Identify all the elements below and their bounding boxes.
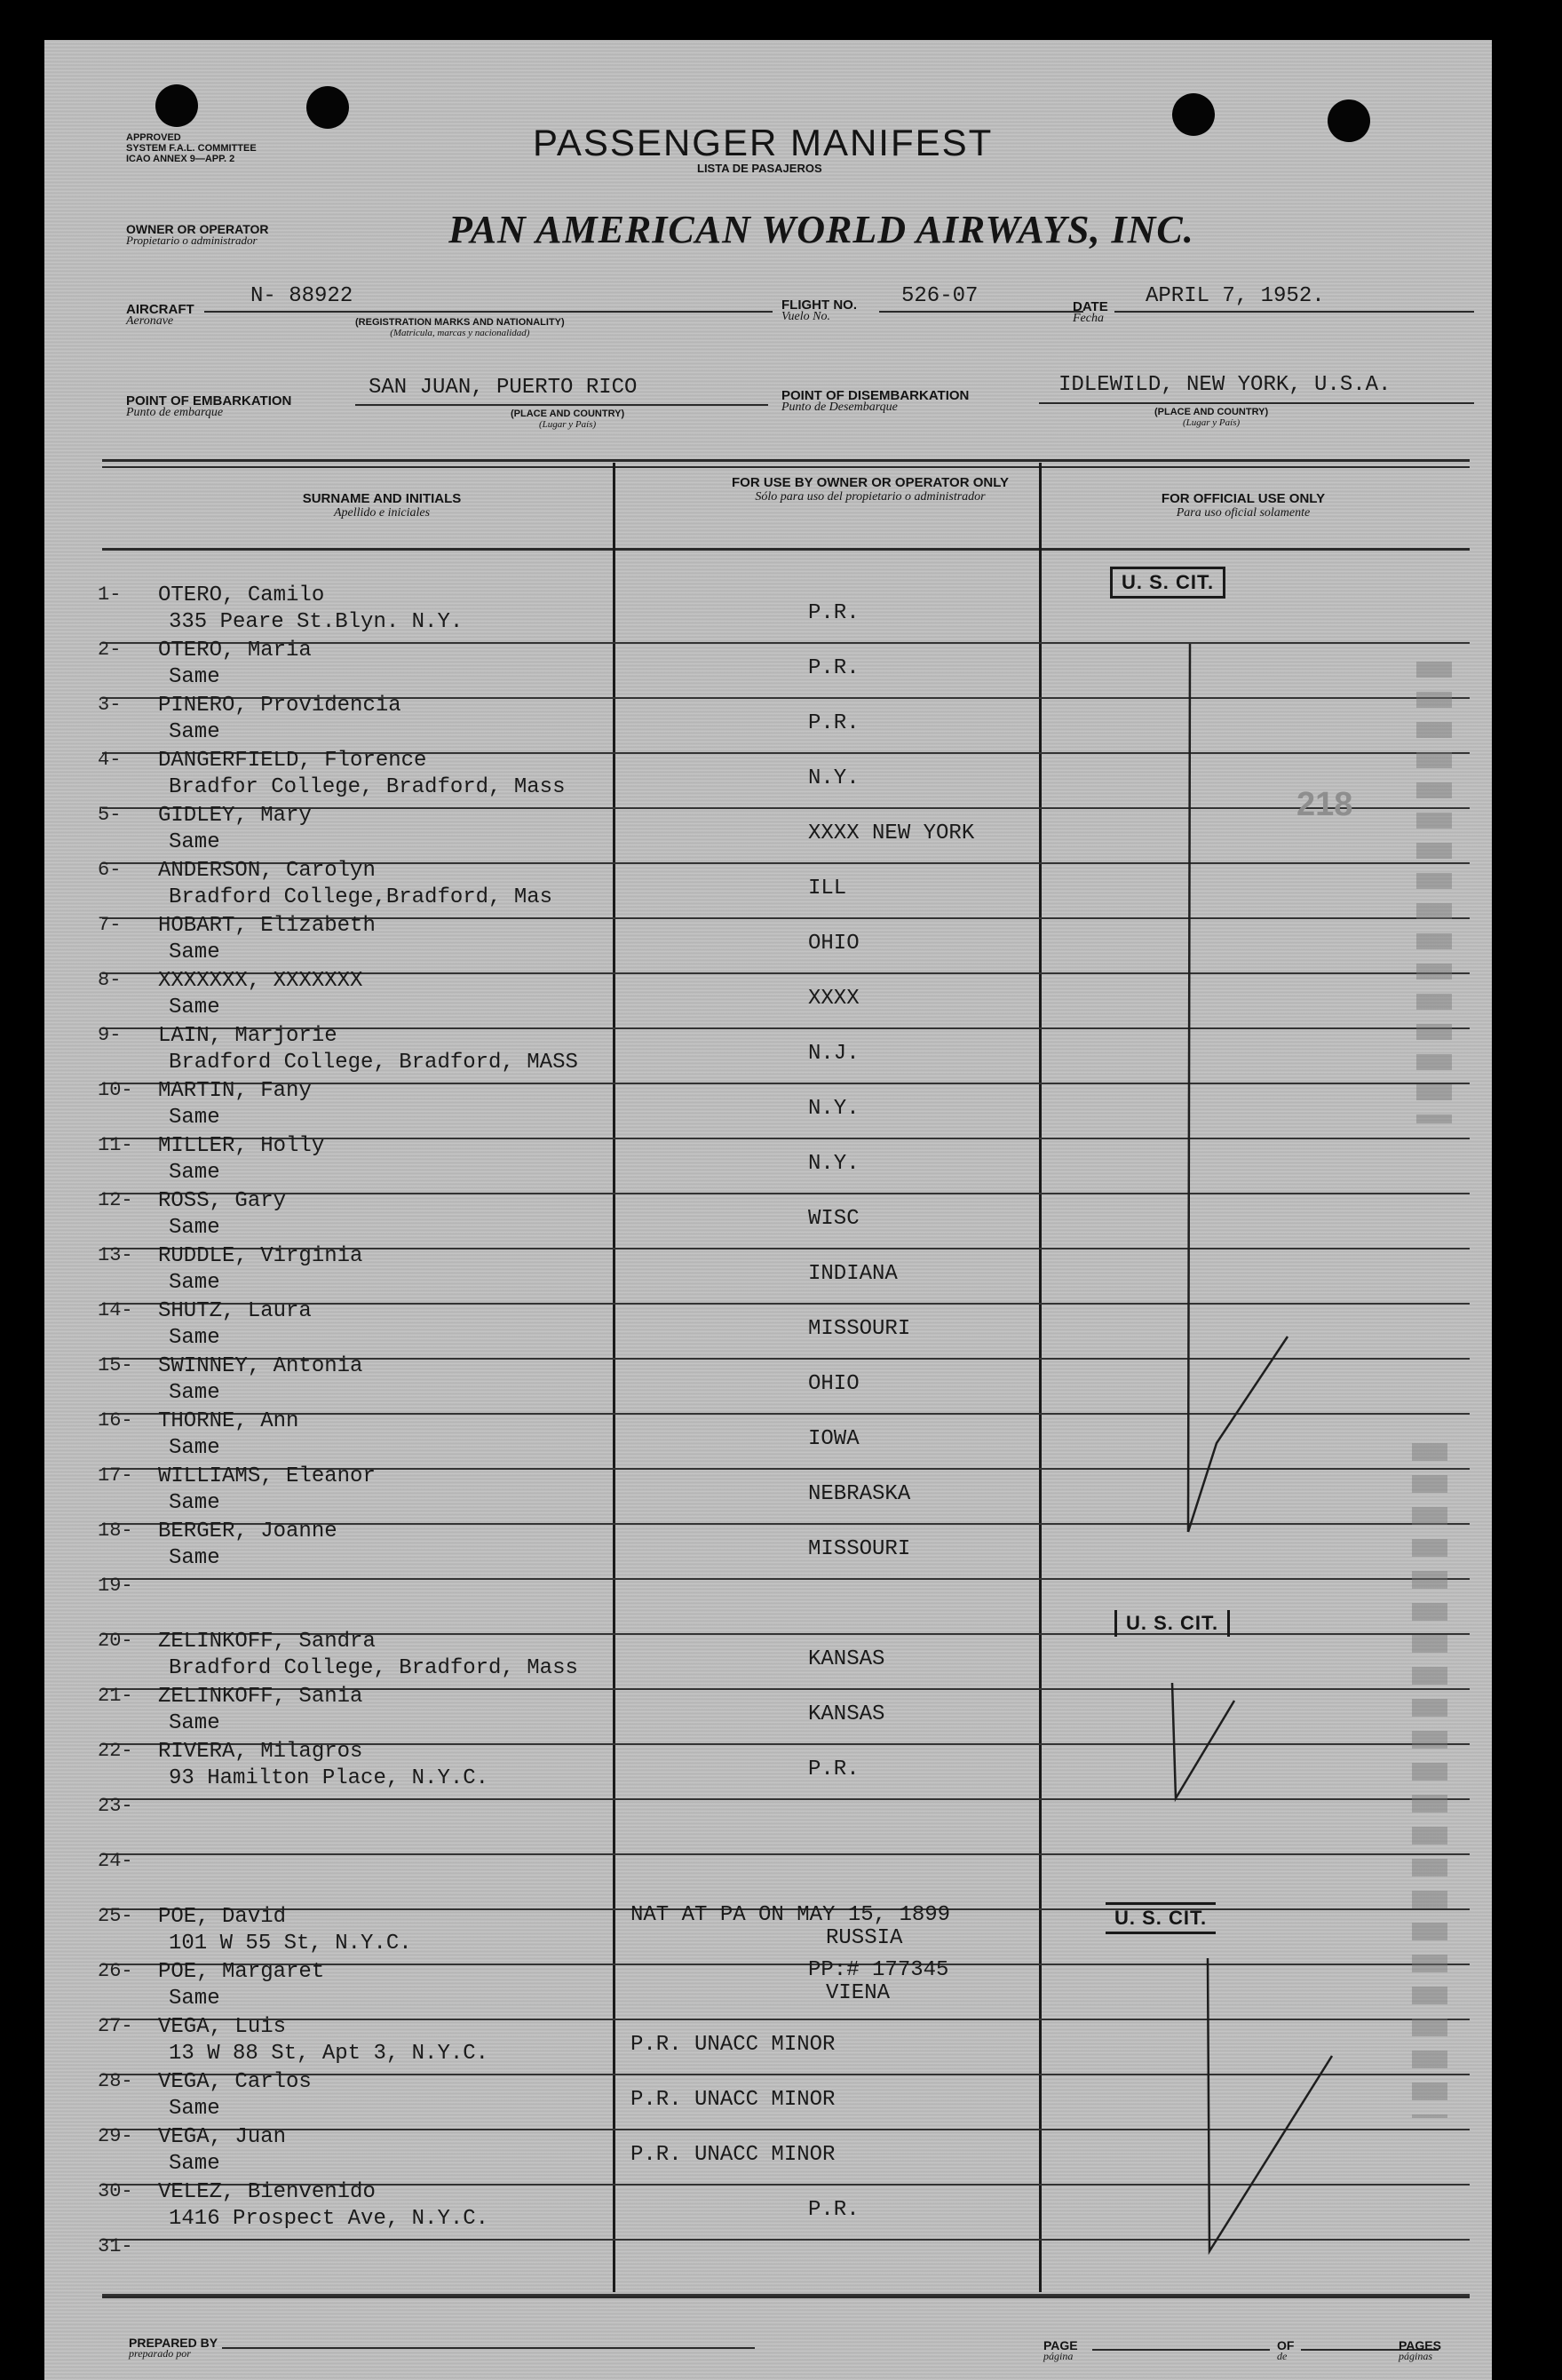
passenger-address: Bradford College, Bradford, Mass xyxy=(169,1656,578,1680)
passenger-name: VEGA, Juan xyxy=(158,2125,287,2149)
row-number: 19- xyxy=(98,1575,133,1597)
passenger-address: Same xyxy=(169,1106,220,1130)
passenger-name: VEGA, Carlos xyxy=(158,2070,312,2094)
passenger-address: 93 Hamilton Place, N.Y.C. xyxy=(169,1766,489,1790)
row-number: 6- xyxy=(98,859,122,881)
owner-use-value: N.Y. xyxy=(808,1152,860,1176)
owner-use-value: WISC xyxy=(808,1207,860,1231)
owner-use-value: N.Y. xyxy=(808,766,860,790)
table-row xyxy=(44,1740,1492,1802)
owner-use-value: P.R. xyxy=(808,656,860,680)
aircraft-label-block: AIRCRAFT Aeronave xyxy=(126,302,194,328)
passenger-name: MARTIN, Fany xyxy=(158,1079,312,1103)
owner-use-value: P.R. UNACC MINOR xyxy=(630,2088,836,2112)
passenger-address: 13 W 88 St, Apt 3, N.Y.C. xyxy=(169,2042,489,2066)
passenger-name: WILLIAMS, Eleanor xyxy=(158,1464,376,1488)
owner-use-value: NAT AT PA ON MAY 15, 1899 xyxy=(630,1903,951,1927)
row-number: 13- xyxy=(98,1244,133,1266)
disembark-label-block: POINT OF DISEMBARKATION Punto de Desembarque xyxy=(781,388,970,414)
row-number: 25- xyxy=(98,1905,133,1927)
passenger-name: POE, David xyxy=(158,1905,287,1929)
passenger-name: ANDERSON, Carolyn xyxy=(158,859,376,883)
passenger-name: THORNE, Ann xyxy=(158,1409,299,1433)
row-number: 14- xyxy=(98,1299,133,1321)
table-row xyxy=(44,583,1492,646)
passenger-name: XXXXXXX, XXXXXXX xyxy=(158,969,363,993)
passenger-address: Same xyxy=(169,1491,220,1515)
passenger-name: GIDLEY, Mary xyxy=(158,804,312,828)
stamp-number: 218 xyxy=(1296,786,1353,823)
disembark-underline xyxy=(1039,402,1474,404)
passenger-address: 335 Peare St.Blyn. N.Y. xyxy=(169,610,464,634)
check-mark-icon xyxy=(1154,644,1332,1585)
col-header-surname: SURNAME AND INITIALS Apellido e iniciales xyxy=(302,491,462,520)
page-title-es: LISTA DE PASAJEROS xyxy=(697,162,822,175)
table-top-rule-2 xyxy=(102,466,1470,468)
row-divider xyxy=(102,1853,1470,1855)
passenger-address: Same xyxy=(169,1546,220,1570)
owner-use-value: OHIO xyxy=(808,932,860,956)
embark-label-block: POINT OF EMBARKATION Punto de embarque xyxy=(126,393,292,419)
owner-use-value: XXXX NEW YORK xyxy=(808,821,975,845)
owner-use-value-2: VIENA xyxy=(826,1981,891,2005)
embark-value: SAN JUAN, PUERTO RICO xyxy=(369,376,638,400)
owner-use-value: P.R. UNACC MINOR xyxy=(630,2143,836,2167)
operator-name: PAN AMERICAN WORLD AIRWAYS, INC. xyxy=(448,208,1194,251)
date-label-block: DATE Fecha xyxy=(1073,299,1108,325)
row-number: 8- xyxy=(98,969,122,991)
owner-use-value: PP:# 177345 xyxy=(808,1958,949,1982)
embark-underline xyxy=(355,404,768,406)
row-number: 3- xyxy=(98,694,122,716)
table-row xyxy=(44,1685,1492,1747)
row-number: 26- xyxy=(98,1960,133,1982)
passenger-name: RIVERA, Milagros xyxy=(158,1740,363,1764)
passenger-name: ZELINKOFF, Sandra xyxy=(158,1630,376,1654)
date-underline xyxy=(1114,311,1474,313)
passenger-address: Same xyxy=(169,1436,220,1460)
owner-use-value: P.R. xyxy=(808,2198,860,2222)
passenger-name: OTERO, Camilo xyxy=(158,583,325,607)
aircraft-value: N- 88922 xyxy=(250,284,353,308)
passenger-name: POE, Margaret xyxy=(158,1960,325,1984)
manifest-sheet xyxy=(44,40,1492,2380)
punch-hole xyxy=(1328,99,1370,142)
row-number: 27- xyxy=(98,2015,133,2037)
owner-use-value: N.J. xyxy=(808,1042,860,1066)
row-number: 10- xyxy=(98,1079,133,1101)
passenger-address: Same xyxy=(169,1987,220,2011)
registration-caption: (REGISTRATION MARKS AND NATIONALITY) (Matricula, marcas y nacionalidad) xyxy=(355,317,565,338)
date-value: APRIL 7, 1952. xyxy=(1146,284,1325,308)
passenger-address: Same xyxy=(169,2097,220,2121)
passenger-name: SWINNEY, Antonia xyxy=(158,1354,363,1378)
row-number: 23- xyxy=(98,1795,133,1817)
row-number: 17- xyxy=(98,1464,133,1487)
faint-stamp-mark xyxy=(1412,1443,1447,2118)
row-number: 12- xyxy=(98,1189,133,1211)
row-number: 22- xyxy=(98,1740,133,1762)
passenger-name: ZELINKOFF, Sania xyxy=(158,1685,363,1709)
row-number: 4- xyxy=(98,749,122,771)
row-number: 20- xyxy=(98,1630,133,1652)
owner-use-value: N.Y. xyxy=(808,1097,860,1121)
disembark-place-caption: (PLACE AND COUNTRY) (Lugar y País) xyxy=(1154,407,1269,428)
footer-pages: PAGES páginas xyxy=(1399,2338,1441,2362)
row-number: 18- xyxy=(98,1519,133,1542)
table-bottom-rule xyxy=(102,2296,1470,2298)
passenger-address: Same xyxy=(169,1271,220,1295)
row-number: 9- xyxy=(98,1024,122,1046)
row-number: 21- xyxy=(98,1685,133,1707)
footer-page-line xyxy=(1092,2349,1270,2351)
embark-place-caption: (PLACE AND COUNTRY) (Lugar y País) xyxy=(511,409,625,430)
row-number: 24- xyxy=(98,1850,133,1872)
passenger-address: Bradford College,Bradford, Mas xyxy=(169,885,553,909)
row-number: 16- xyxy=(98,1409,133,1432)
owner-use-value: P.R. xyxy=(808,601,860,625)
table-header-rule xyxy=(102,548,1470,551)
passenger-address: Same xyxy=(169,996,220,1019)
punch-hole xyxy=(1172,93,1215,136)
passenger-address: 101 W 55 St, N.Y.C. xyxy=(169,1932,412,1956)
owner-use-value: INDIANA xyxy=(808,1262,898,1286)
passenger-address: Same xyxy=(169,1381,220,1405)
passenger-address: Same xyxy=(169,1326,220,1350)
passenger-name: BERGER, Joanne xyxy=(158,1519,337,1543)
check-mark-icon xyxy=(1154,1949,1359,2269)
row-number: 15- xyxy=(98,1354,133,1376)
owner-label-block: OWNER OR OPERATOR Propietario o administrador xyxy=(126,222,269,247)
table-top-rule xyxy=(102,459,1470,462)
us-citizen-stamp: U. S. CIT. xyxy=(1110,567,1225,599)
passenger-address: Same xyxy=(169,665,220,689)
owner-use-value: MISSOURI xyxy=(808,1537,911,1561)
owner-use-value: IOWA xyxy=(808,1427,860,1451)
punch-hole xyxy=(155,84,198,127)
passenger-address: Same xyxy=(169,720,220,744)
passenger-name: LAIN, Marjorie xyxy=(158,1024,337,1048)
passenger-address: Same xyxy=(169,1161,220,1185)
passenger-name: VELEZ, Bienvenido xyxy=(158,2180,376,2204)
approval-block: APPROVED SYSTEM F.A.L. COMMITTEE ICAO ANNEX 9—APP. 2 xyxy=(126,132,257,164)
page-title: PASSENGER MANIFEST xyxy=(533,122,994,163)
row-number: 28- xyxy=(98,2070,133,2092)
row-number: 2- xyxy=(98,639,122,661)
row-number: 11- xyxy=(98,1134,133,1156)
row-number: 7- xyxy=(98,914,122,936)
passenger-name: VEGA, Luis xyxy=(158,2015,287,2039)
col-header-owner: FOR USE BY OWNER OR OPERATOR ONLY Sólo para uso del propietario o administrador xyxy=(732,475,1009,504)
owner-use-value: P.R. xyxy=(808,711,860,735)
disembark-value: IDLEWILD, NEW YORK, U.S.A. xyxy=(1059,373,1392,397)
footer-of: OF de xyxy=(1277,2338,1295,2362)
row-number: 29- xyxy=(98,2125,133,2147)
row-number: 31- xyxy=(98,2235,133,2257)
passenger-name: SHUTZ, Laura xyxy=(158,1299,312,1323)
punch-hole xyxy=(306,86,349,129)
flight-label-block: FLIGHT NO. Vuelo No. xyxy=(781,298,857,323)
passenger-address: Bradfor College, Bradford, Mass xyxy=(169,775,566,799)
row-number: 5- xyxy=(98,804,122,826)
owner-use-value: KANSAS xyxy=(808,1702,885,1726)
table-row xyxy=(44,1575,1492,1637)
owner-use-value: ILL xyxy=(808,877,847,900)
passenger-name: ROSS, Gary xyxy=(158,1189,287,1213)
owner-use-value-2: RUSSIA xyxy=(826,1926,903,1950)
owner-use-value: P.R. UNACC MINOR xyxy=(630,2033,836,2057)
aircraft-underline xyxy=(204,311,773,313)
passenger-address: Same xyxy=(169,830,220,854)
passenger-name: MILLER, Holly xyxy=(158,1134,325,1158)
passenger-address: Same xyxy=(169,2152,220,2176)
passenger-name: OTERO, Maria xyxy=(158,639,312,662)
passenger-name: HOBART, Elizabeth xyxy=(158,914,376,938)
passenger-name: RUDDLE, Virginia xyxy=(158,1244,363,1268)
col-header-official: FOR OFFICIAL USE ONLY Para uso oficial solamente xyxy=(1161,491,1326,520)
owner-use-value: P.R. xyxy=(808,1757,860,1781)
check-mark-icon xyxy=(1163,1665,1270,1807)
owner-use-value: XXXX xyxy=(808,987,860,1011)
row-number: 1- xyxy=(98,583,122,606)
row-number: 30- xyxy=(98,2180,133,2202)
passenger-address: Same xyxy=(169,1216,220,1240)
footer-page: PAGE página xyxy=(1043,2338,1078,2362)
passenger-address: 1416 Prospect Ave, N.Y.C. xyxy=(169,2207,489,2231)
passenger-name: PINERO, Providencia xyxy=(158,694,401,718)
owner-use-value: MISSOURI xyxy=(808,1317,911,1341)
us-citizen-stamp: U. S. CIT. xyxy=(1106,1902,1216,1934)
owner-use-value: NEBRASKA xyxy=(808,1482,911,1506)
footer-prepared: PREPARED BY preparado por xyxy=(129,2336,218,2360)
table-row xyxy=(44,1630,1492,1692)
passenger-address: Same xyxy=(169,1711,220,1735)
footer-prepared-line xyxy=(222,2347,755,2349)
flight-value: 526-07 xyxy=(901,284,979,308)
flight-underline xyxy=(879,311,1083,313)
us-citizen-stamp: U. S. CIT. xyxy=(1114,1610,1230,1637)
owner-use-value: KANSAS xyxy=(808,1647,885,1671)
passenger-address: Bradford College, Bradford, MASS xyxy=(169,1051,578,1075)
owner-use-value: OHIO xyxy=(808,1372,860,1396)
passenger-name: DANGERFIELD, Florence xyxy=(158,749,427,773)
table-row xyxy=(44,1795,1492,1857)
faint-stamp-mark xyxy=(1416,662,1452,1123)
passenger-address: Same xyxy=(169,940,220,964)
